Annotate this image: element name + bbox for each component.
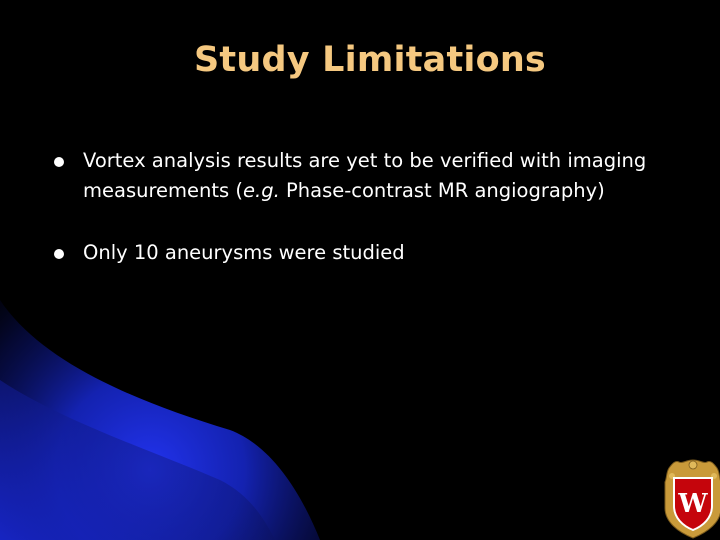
university-crest-icon <box>664 456 720 540</box>
slide-title: Study Limitations <box>194 40 546 80</box>
bullet-icon <box>54 249 64 259</box>
bullet-text: Vortex analysis results are yet to be verified with imaging measurements (e.g. Phase-contrast MR angiography) <box>83 149 647 202</box>
bullet-item <box>50 146 690 206</box>
bullet-icon <box>54 157 64 167</box>
bullet-list <box>50 146 690 268</box>
svg-text:W: W <box>678 489 708 519</box>
bullet-text: Only 10 aneurysms were studied <box>83 241 405 264</box>
bullet-item <box>50 238 690 268</box>
